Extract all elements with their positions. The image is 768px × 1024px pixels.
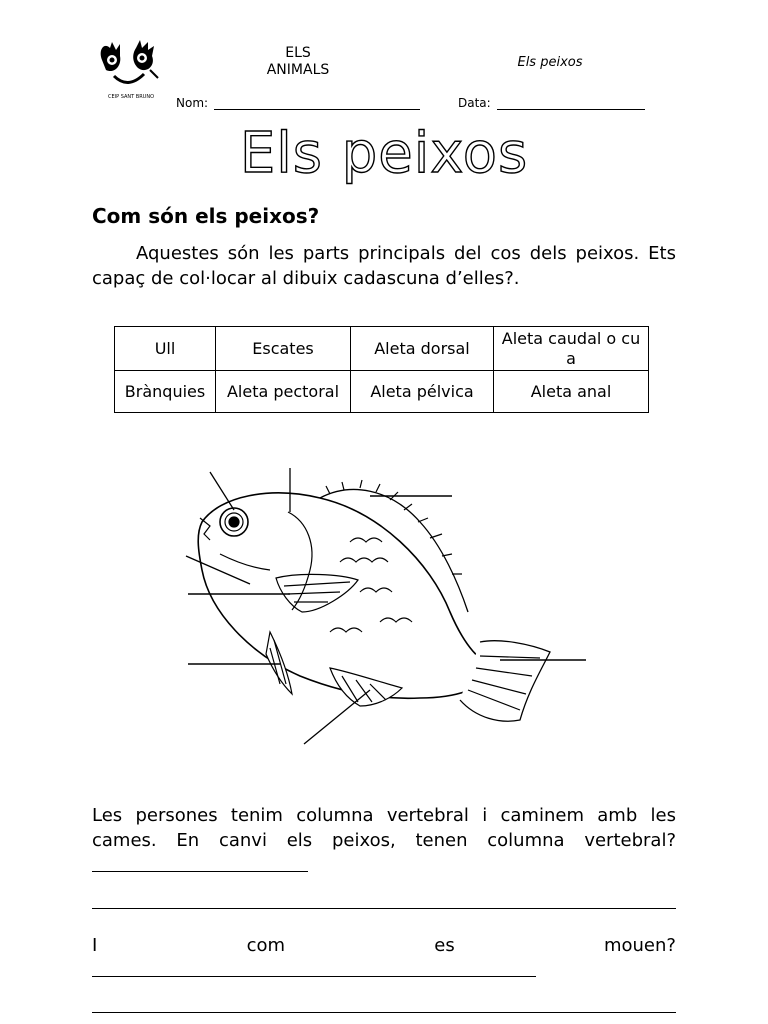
subject-line-2: ANIMALS — [266, 62, 330, 78]
question-1 — [92, 804, 676, 880]
table-row — [115, 327, 649, 371]
table-cell: Brànquies — [115, 371, 216, 413]
answer-line[interactable] — [92, 908, 676, 909]
name-field[interactable] — [176, 96, 420, 110]
question-2-word: com — [246, 935, 286, 956]
subject-line-1: ELS — [285, 45, 311, 61]
date-blank[interactable] — [497, 98, 645, 110]
topic-label: Els peixos — [517, 55, 583, 70]
table-row — [115, 371, 649, 413]
answer-line[interactable] — [92, 1012, 676, 1013]
date-field[interactable] — [458, 96, 645, 110]
table-cell: Aleta anal — [494, 371, 649, 413]
section-title: Com són els peixos? — [92, 204, 320, 228]
answer-blank-2[interactable] — [92, 976, 536, 977]
table-cell: Aleta pélvica — [351, 371, 494, 413]
question-1-text: Les persones tenim columna vertebral i caminem amb les cames. En canvi els peixos, tenen columna vertebral? — [92, 805, 676, 851]
name-blank[interactable] — [214, 98, 420, 110]
date-label: Data: — [458, 96, 491, 110]
logo-text: CEIP SANT BRUNO — [107, 94, 155, 100]
question-2-word: es — [434, 935, 455, 956]
parts-table — [114, 326, 649, 413]
fish-illustration — [180, 462, 590, 752]
table-cell: Aleta dorsal — [351, 327, 494, 371]
page-title: Els peixos — [239, 121, 529, 186]
intro-paragraph: Aquestes són les parts principals del cos dels peixos. Ets capaç de col·locar al dibuix cadascuna d’elles?. — [92, 243, 676, 289]
subject-label — [250, 45, 346, 79]
question-2-word: I — [92, 935, 98, 956]
question-2 — [92, 934, 676, 958]
table-cell: Ull — [115, 327, 216, 371]
table-cell: Aleta caudal o cua — [494, 327, 649, 371]
name-label: Nom: — [176, 96, 209, 110]
table-cell: Aleta pectoral — [216, 371, 351, 413]
question-2-word: mouen? — [603, 935, 676, 956]
school-logo — [96, 38, 166, 100]
answer-blank-1[interactable] — [92, 853, 308, 872]
table-cell: Escates — [216, 327, 351, 371]
